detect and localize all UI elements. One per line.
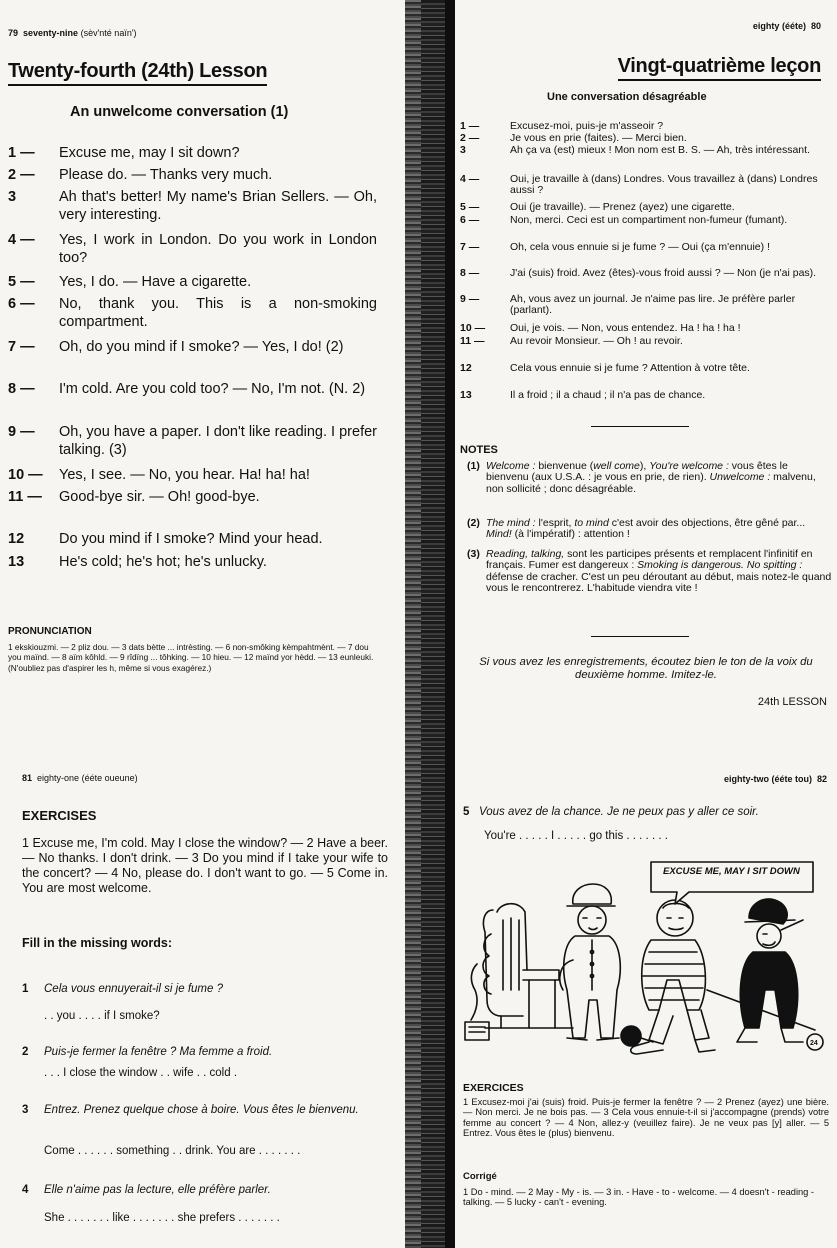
note-term: to mind — [574, 517, 609, 529]
line-number: 3 — [460, 144, 466, 156]
lesson-footer: 24th LESSON — [757, 696, 827, 708]
line-text: Oui, je vois. — Non, vous entendez. Ha ! ha ! ha ! — [510, 322, 741, 334]
exercises-text: 1 Excuse me, I'm cold. May I close the window? — 2 Have a beer. — No thanks. I don't drink. — 3 Do you mind if I take your wife to the concert? — 4 No, please do. I don't want to go. — 5 Come in. You are most welcome. — [22, 836, 388, 895]
page-number-word: seventy-nine — [23, 28, 79, 38]
note-gloss: c'est avoir des objections, être gêné par... — [608, 517, 806, 529]
line-number: 4 — — [8, 232, 35, 248]
line-number: 5 — — [8, 274, 35, 290]
note-text — [486, 461, 832, 495]
note-text — [486, 549, 832, 594]
pronunciation-text: 1 ekskiouzmi. — 2 pliz dou. — 3 dats bètte ... intrèsting. — 6 non-smôking kèmpahtmènt. — 7 dou you maïnd. — 8 aïm kôhld. — 9 rîdïng ... tôhking. — 10 hieu. — 12 maïnd yor hèdd. — 13 eunleuki. (N'oubliez pas d'aspirer les h, même si vous exagérez.) — [8, 642, 374, 673]
line-number: 7 — — [460, 241, 480, 253]
line-number: 13 — [8, 554, 25, 570]
page-number: 82 — [816, 774, 827, 784]
line-text: Je vous en prie (faites). — Merci bien. — [510, 132, 687, 144]
note-term: well come — [593, 460, 640, 472]
line-number: 1 — — [460, 120, 480, 132]
line-text: Ah, vous avez un journal. Je n'aime pas lire. Je préfère parler (parlant). — [510, 293, 796, 317]
line-number: 9 — — [460, 293, 480, 305]
item-number: 2 — [22, 1046, 29, 1058]
fill-in-heading: Fill in the missing words: — [22, 936, 173, 950]
item-french: Cela vous ennuyerait-il si je fume ? — [44, 983, 223, 995]
note-term: Unwelcome : — [709, 471, 771, 484]
line-number: 8 — — [8, 381, 35, 397]
line-number: 6 — — [8, 296, 35, 312]
item-french: Elle n'aime pas la lecture, elle préfère parler. — [44, 1184, 271, 1196]
line-number: 4 — — [460, 173, 480, 185]
line-number: 7 — — [8, 339, 35, 355]
line-number: 10 — — [460, 322, 486, 334]
page-number-word: eighty-one — [37, 773, 80, 783]
line-number: 2 — — [460, 132, 480, 144]
note-gloss: l'esprit, — [535, 517, 575, 529]
page-header-79 — [8, 28, 137, 38]
line-text: Do you mind if I smoke? Mind your head. — [59, 531, 323, 547]
page-80 — [455, 0, 837, 740]
line-number: 10 — — [8, 467, 43, 483]
line-text: I'm cold. Are you cold too? — No, I'm not. (N. 2) — [59, 381, 366, 397]
line-text: Non, merci. Ceci est un compartiment non-fumeur (fumant). — [510, 214, 788, 226]
page-79 — [0, 0, 405, 740]
cartoon-illustration — [463, 860, 828, 1060]
note-gloss: vous êtes le bienvenu (aux U.S.A. : je vous en prie, de rien). — [486, 460, 788, 484]
line-text: He's cold; he's hot; he's unlucky. — [59, 554, 267, 570]
fill-blank-line: Come . . . . . . something . . drink. You are . . . . . . . — [44, 1145, 301, 1157]
page-header-81 — [22, 773, 138, 783]
line-text: Yes, I do. — Have a cigarette. — [59, 274, 252, 290]
fill-blank-line: She . . . . . . . like . . . . . . . she prefers . . . . . . . — [44, 1212, 280, 1224]
lesson-subtitle: Une conversation désagréable — [547, 91, 707, 103]
lesson-subtitle: An unwelcome conversation (1) — [70, 104, 289, 120]
line-text: Yes, I work in London. Do you work in London too? — [59, 232, 377, 266]
note-gloss: malvenu, non sollicité ; donc désagréable. — [486, 471, 816, 495]
recording-tip: Si vous avez les enregistrements, écoutez bien le ton de la voix du deuxième homme. Imitez-le. — [479, 656, 813, 681]
cartoon-sign-number: 24 — [810, 1040, 818, 1047]
line-number: 11 — — [460, 335, 485, 347]
page-number-pron: (ééte) — [781, 21, 806, 31]
note-number: (3) — [467, 548, 480, 560]
line-text: Oui (je travaille). — Prenez (ayez) une cigarette. — [510, 201, 735, 213]
lesson-title: Vingt-quatrième leçon — [618, 55, 821, 81]
corrige-text: 1 Do - mind. — 2 May - My - is. — 3 in. - Have - to - welcome. — 4 doesn't - reading - talking. — 5 lucky - can't - evening. — [463, 1187, 815, 1208]
note-text — [486, 518, 832, 541]
page-header-80 — [753, 21, 821, 31]
page-81 — [0, 740, 405, 1248]
line-number: 11 — — [8, 489, 42, 505]
line-text: Excusez-moi, puis-je m'asseoir ? — [510, 120, 664, 132]
line-text: Ah ça va (est) mieux ! Mon nom est B. S. — Ah, très intéressant. — [510, 144, 810, 156]
line-text: No, thank you. This is a non-smoking compartment. — [59, 296, 377, 330]
note-term: Reading, talking, — [486, 548, 565, 560]
note-term: Smoking is dangerous. No spitting : — [637, 559, 803, 572]
line-number: 6 — — [460, 214, 480, 226]
pronunciation-heading: PRONUNCIATION — [8, 626, 92, 637]
note-gloss: sont les participes présents et remplacent l'infinitif en français. Fumer est dangereux : — [486, 548, 813, 572]
note-gloss: bienvenue ( — [535, 460, 594, 472]
cartoon-speech-text: EXCUSE ME, MAY I SIT DOWN — [663, 866, 800, 877]
line-text: Il a froid ; il a chaud ; il n'a pas de chance. — [510, 389, 706, 401]
line-text: Yes, I see. — No, you hear. Ha! ha! ha! — [59, 467, 310, 483]
item-french: Puis-je fermer la fenêtre ? Ma femme a froid. — [44, 1046, 273, 1058]
line-text: Oh, cela vous ennuie si je fume ? — Oui (ça m'ennuie) ! — [510, 241, 770, 253]
line-text: Oh, you have a paper. I don't like reading. I prefer talking. (3) — [59, 424, 377, 458]
note-gloss: ), — [639, 460, 650, 472]
page-number-word: eighty — [752, 21, 780, 31]
book-spine — [405, 0, 455, 1248]
line-text: Au revoir Monsieur. — Oh ! au revoir. — [510, 335, 683, 347]
line-text: J'ai (suis) froid. Avez (êtes)-vous froid aussi ? — Non (je n'ai pas). — [510, 267, 817, 279]
line-text: Oui, je travaille à (dans) Londres. Vous travaillez à (dans) Londres aussi ? — [510, 173, 818, 197]
note-number: (1) — [467, 460, 480, 472]
page-number-pron: (ééte oueune) — [81, 773, 138, 783]
line-number: 3 — [8, 189, 17, 205]
corrige-heading: Corrigé — [463, 1171, 497, 1182]
line-number: 1 — — [8, 145, 35, 161]
line-number: 12 — [460, 362, 472, 374]
note-term: You're welcome : — [649, 460, 729, 472]
line-number: 8 — — [460, 267, 480, 279]
exercices-heading: EXERCICES — [463, 1082, 524, 1094]
note-term: The mind : — [486, 517, 536, 529]
fill-blank-line: You're . . . . . I . . . . . go this . . . . . . . — [484, 830, 668, 842]
fill-blank-line: . . you . . . . if I smoke? — [44, 1010, 160, 1022]
lesson-title: Twenty-fourth (24th) Lesson — [8, 60, 267, 86]
exercices-text: 1 Excusez-moi j'ai (suis) froid. Puis-je fermer la fenêtre ? — 2 Prenez (ayez) une bière. — Non merci. Je ne bois pas. — 3 Cela vous ennuie-t-il si j'accompagne (prends) votre femme au concert ? — 4 Non, allez-y (veuillez faire). Je ne veux pas [y] aller. — 5 Entrez. Vous êtes le (plus) bienvenu. — [463, 1097, 829, 1139]
line-text: Ah that's better! My name's Brian Sellers. — Oh, very interesting. — [59, 189, 377, 223]
line-number: 2 — — [8, 167, 35, 183]
line-text: Excuse me, may I sit down? — [59, 145, 240, 161]
fill-blank-line: . . . I close the window . . wife . . cold . — [44, 1067, 238, 1079]
notes-heading: NOTES — [460, 444, 498, 456]
line-text: Cela vous ennuie si je fume ? Attention à votre tête. — [510, 362, 750, 374]
note-gloss: (à l'impératif) : attention ! — [511, 528, 630, 541]
item-number: 3 — [22, 1104, 29, 1116]
page-number: 80 — [810, 21, 821, 31]
line-text: Oh, do you mind if I smoke? — Yes, I do! (2) — [59, 339, 344, 355]
note-gloss: défense de cracher. C'est un peu déroutant au début, mais notez-le quand vous le rencontrerez. L'habitude viendra vite ! — [486, 570, 832, 594]
item-number: 4 — [22, 1184, 29, 1196]
divider — [591, 426, 689, 427]
page-number: 79 — [8, 28, 19, 38]
page-82 — [455, 740, 837, 1248]
exercise-item — [463, 806, 759, 818]
line-number: 12 — [8, 531, 25, 547]
page-header-82 — [724, 774, 827, 784]
line-number: 9 — — [8, 424, 35, 440]
page-number-word: eighty-two — [723, 774, 769, 784]
page-number-pron: (ééte tou) — [771, 774, 812, 784]
exercises-heading: EXERCISES — [22, 808, 97, 823]
note-term: Welcome : — [486, 460, 536, 472]
line-text: Please do. — Thanks very much. — [59, 167, 273, 183]
line-text: Good-bye sir. — Oh! good-bye. — [59, 489, 260, 505]
item-number: 5 — [463, 806, 470, 818]
divider — [591, 636, 689, 637]
note-term: Mind! — [486, 528, 512, 541]
line-number: 13 — [460, 389, 472, 401]
item-french: Vous avez de la chance. Je ne peux pas y aller ce soir. — [479, 806, 759, 818]
page-number-pron: (sèv'nté naïn') — [80, 28, 137, 38]
line-number: 5 — — [460, 201, 480, 213]
item-french: Entrez. Prenez quelque chose à boire. Vous êtes le bienvenu. — [44, 1104, 359, 1116]
page-number: 81 — [22, 773, 33, 783]
item-number: 1 — [22, 983, 29, 995]
note-number: (2) — [467, 517, 480, 529]
